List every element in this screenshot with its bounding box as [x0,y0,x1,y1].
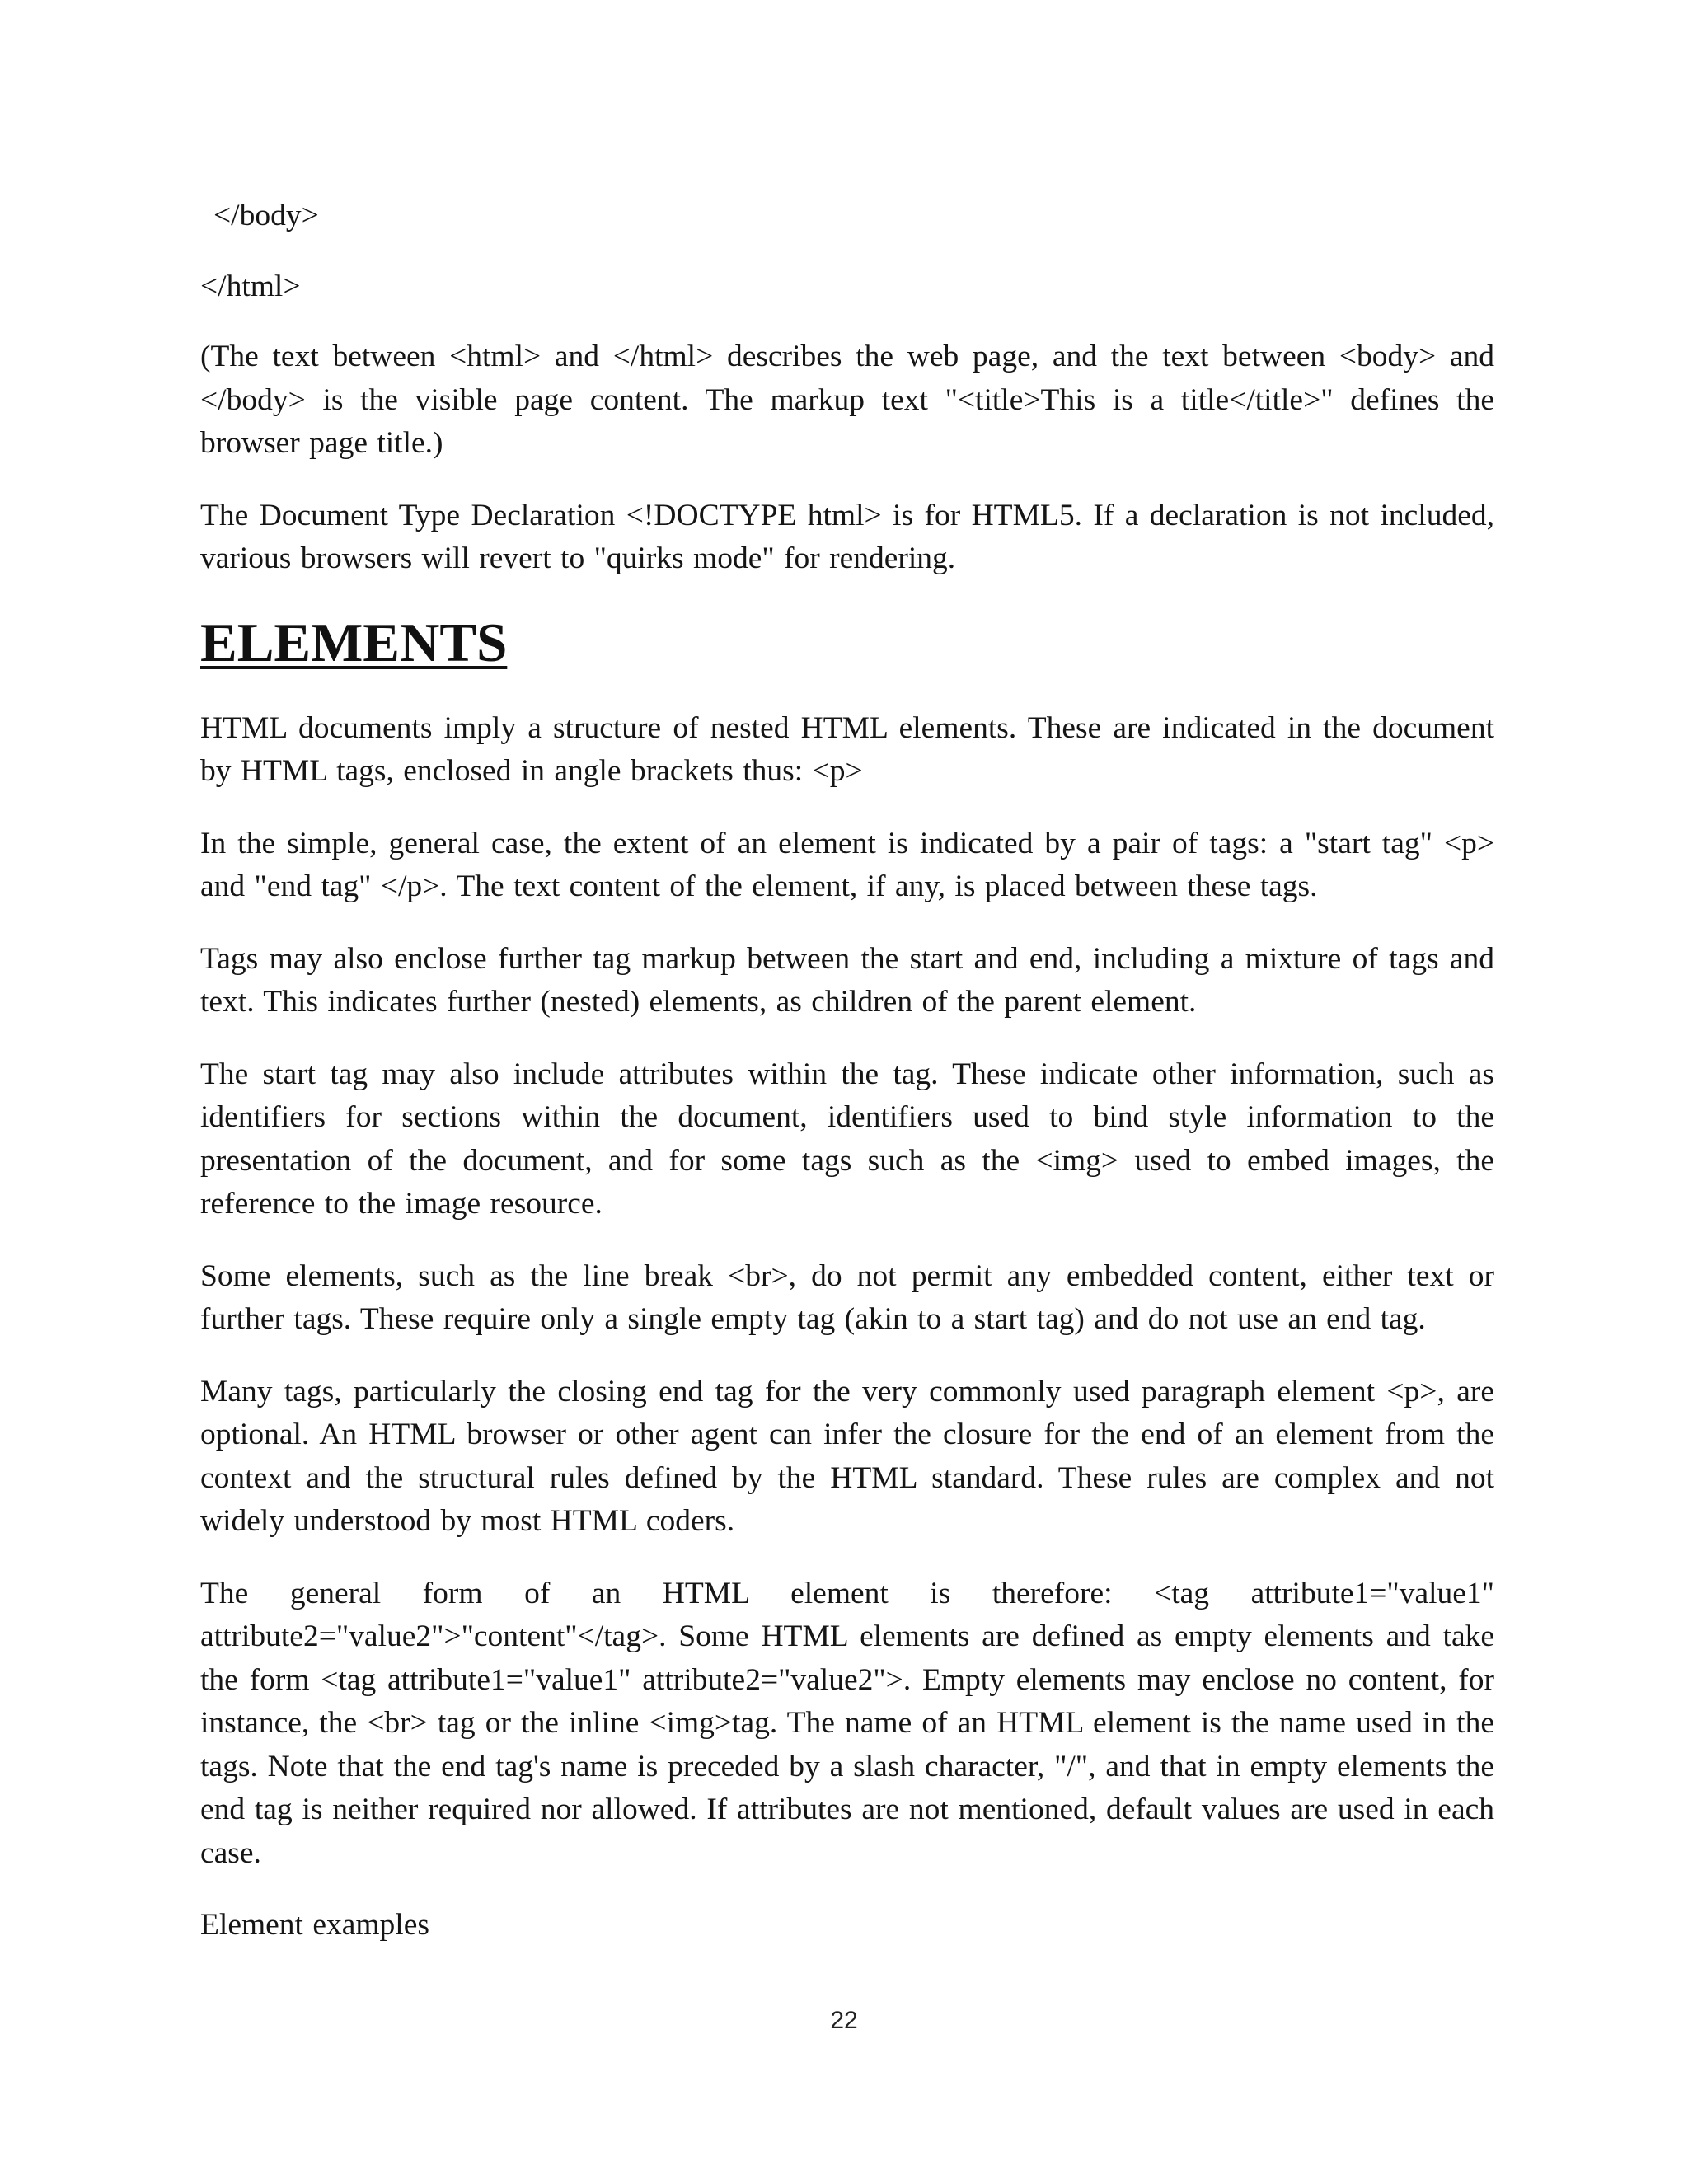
code-line-html-close: </html> [200,269,301,303]
code-line-body-close: </body> [213,199,319,232]
section-heading-elements: ELEMENTS [200,612,508,673]
page-number: 22 [830,2007,858,2034]
paragraph-doctype: The Document Type Declaration <!DOCTYPE html> is for HTML5. If a declaration is not included, various browsers will revert to "quirks mode" for rendering. [200,498,1494,575]
paragraph-nested-structure: HTML documents imply a structure of nested HTML elements. These are indicated in the document by HTML tags, enclosed in angle brackets thus: <p> [200,710,1494,788]
paragraph-attributes: The start tag may also include attributes within the tag. These indicate other information, such as identifiers for sections within the document, identifiers used to bind style information to the presentation of the document, and for some tags such as the <img> used to embed images, the reference to the image resource. [200,1057,1494,1221]
paragraph-html-body-explanation: (The text between <html> and </html> describes the web page, and the text between <body> and </body> is the visible page content. The markup text "<title>This is a title</title>" defines the browser page title.) [200,340,1494,460]
paragraph-nested-markup: Tags may also enclose further tag markup between the start and end, including a mixture of tags and text. This indicates further (nested) elements, as children of the parent element. [200,941,1494,1019]
paragraph-general-form: The general form of an HTML element is therefore: <tag attribute1="value1" attribute2="value2">"content"</tag>. Some HTML elements are defined as empty elements and take the form <tag attribute1="value1" attribute2="value2">. Empty elements may enclose no content, for instance, the <br> tag or the inline <img>tag. The name of an HTML element is the name used in the tags. Note that the end tag's name is preceded by a slash character, "/", and that in empty elements the end tag is neither required nor allowed. If attributes are not mentioned, default values are used in each case. [200,1576,1494,1870]
paragraph-optional-tags: Many tags, particularly the closing end tag for the very commonly used paragraph element <p>, are optional. An HTML browser or other agent can infer the closure for the end of an element from the context and the structural rules defined by the HTML standard. These rules are complex and not widely understood by most HTML coders. [200,1374,1494,1538]
paragraph-element-examples: Element examples [200,1908,429,1942]
paragraph-start-end-tags: In the simple, general case, the extent of an element is indicated by a pair of tags: a "start tag" <p> and "end tag" </p>. The text content of the element, if any, is placed between these tags. [200,826,1494,903]
page-content [200,194,1494,1976]
paragraph-empty-elements: Some elements, such as the line break <br>, do not permit any embedded content, either text or further tags. These require only a single empty tag (akin to a start tag) and do not use an end tag. [200,1258,1494,1336]
